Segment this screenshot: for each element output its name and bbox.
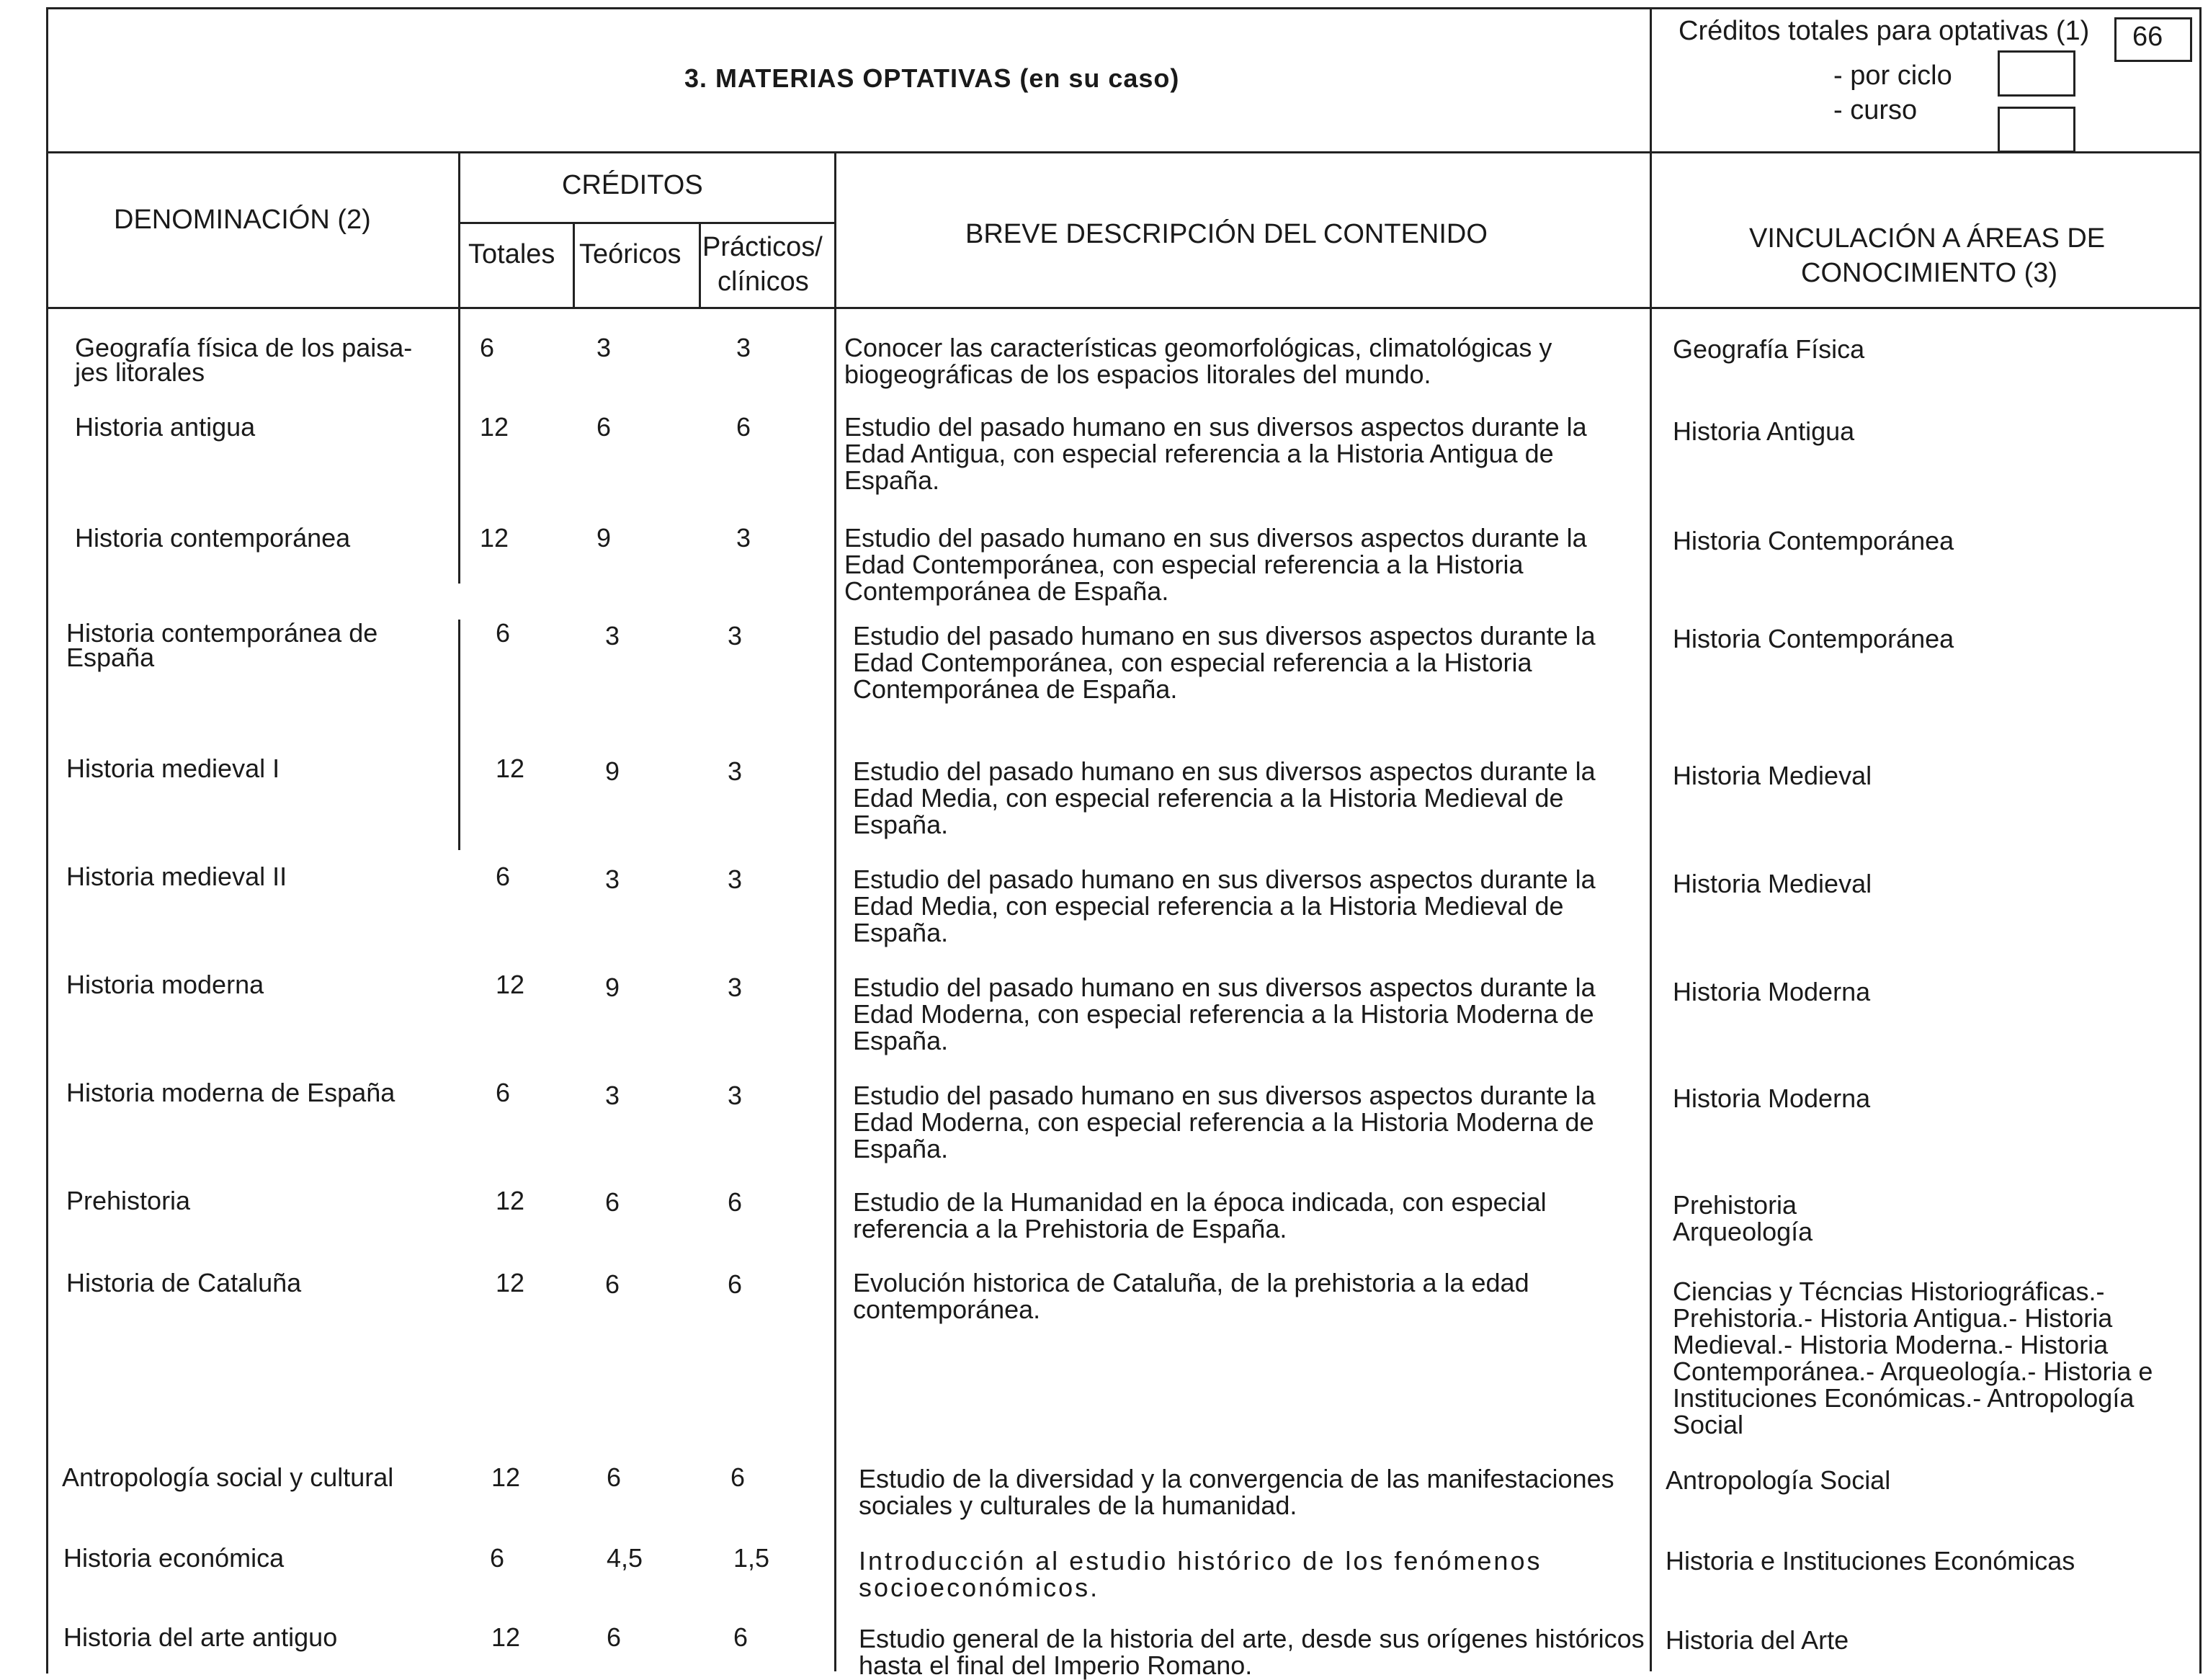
row-description: Evolución historica de Cataluña, de la prehistoria a la edad contemporánea.: [853, 1268, 1529, 1324]
row-totales: 6: [496, 1078, 511, 1107]
por-ciclo-box: [1998, 50, 2075, 97]
col-divider-creditos: [834, 151, 836, 1671]
row-teoricos: 6: [607, 1622, 622, 1652]
row-teoricos: 6: [605, 1269, 620, 1299]
row-name-line1: Geografía física de los paisa-: [75, 333, 413, 362]
row-description: Estudio del pasado humano en sus diversos aspectos durante la Edad Media, con especial referencia a la Historia Medieval de España.: [853, 864, 1596, 947]
row-area: Historia Medieval: [1673, 869, 1872, 898]
row-totales: 12: [480, 523, 509, 553]
row-area: Historia e Instituciones Económicas: [1666, 1546, 2075, 1576]
row-description: Estudio del pasado humano en sus diversos aspectos durante la Edad Antigua, con especial referencia a la Historia Antigua de España.: [844, 412, 1587, 495]
row-teoricos: 3: [596, 333, 612, 362]
row-name-line1: Prehistoria: [66, 1186, 191, 1215]
row-name-line1: Historia moderna: [66, 970, 264, 999]
row-area: Antropología Social: [1666, 1465, 1891, 1495]
row-teoricos: 6: [607, 1462, 622, 1492]
row-teoricos: 3: [605, 1081, 620, 1110]
row-practicos: 3: [728, 756, 743, 786]
row-description: Estudio del pasado humano en sus diversos aspectos durante la Edad Moderna, con especial referencia a la Historia Moderna de España.: [853, 1081, 1596, 1163]
header-divider-top: [46, 151, 2199, 153]
row-totales: 12: [496, 970, 525, 999]
header-denominacion: DENOMINACIÓN (2): [114, 205, 371, 235]
row-name-line1: Historia de Cataluña: [66, 1268, 302, 1297]
row-name-line2: jes litorales: [75, 357, 205, 387]
row-totales: 6: [496, 618, 511, 648]
row-teoricos: 3: [605, 864, 620, 894]
row-practicos: 6: [728, 1187, 743, 1217]
row-description: Estudio del pasado humano en sus diversos aspectos durante la Edad Contemporánea, con especial referencia a la Historia Contemporánea de España.: [853, 621, 1596, 704]
row-teoricos: 4,5: [607, 1543, 643, 1573]
row-name-line1: Historia contemporánea de: [66, 618, 378, 648]
row-totales: 12: [496, 754, 525, 783]
col-divider-teoricos: [699, 222, 701, 308]
por-ciclo-label: - por ciclo: [1833, 61, 1952, 91]
row-name-line1: Historia medieval I: [66, 754, 280, 783]
row-description: Estudio de la Humanidad en la época indicada, con especial referencia a la Prehistoria de España.: [853, 1187, 1547, 1243]
header-divider-bottom: [46, 307, 2199, 309]
row-practicos: 3: [728, 973, 743, 1002]
row-description: Estudio general de la historia del arte, desde sus orígenes históricos hasta el final del Imperio Romano.: [859, 1624, 1645, 1680]
row-name-line1: Antropología social y cultural: [62, 1462, 394, 1492]
row-name-line1: Historia económica: [63, 1543, 285, 1573]
row-area: Historia Antigua: [1673, 416, 1855, 446]
row-practicos: 6: [733, 1622, 748, 1652]
header-vinculacion-line1: VINCULACIÓN A ÁREAS DE: [1749, 223, 2106, 254]
row-totales: 6: [490, 1543, 505, 1573]
row-practicos: 3: [728, 621, 743, 651]
curso-label: - curso: [1833, 95, 1918, 125]
row-area: Historia Contemporánea: [1673, 624, 1954, 653]
col-divider-descripcion: [1650, 7, 1652, 1671]
row-totales: 6: [480, 333, 495, 362]
row-practicos: 6: [736, 412, 751, 442]
row-totales: 12: [496, 1268, 525, 1297]
row-name-line1: Historia del arte antiguo: [63, 1622, 338, 1652]
row-teoricos: 9: [605, 973, 620, 1002]
row-area: Historia Moderna: [1673, 1083, 1871, 1113]
row-area: Ciencias y Técncias Historiográficas.- Prehistoria.- Historia Antigua.- Historia Medieval.- Historia Moderna.- Historia Contemporánea.- Arqueología.- Historia e Instituciones Económicas.- Antropología Social: [1673, 1277, 2153, 1439]
row-totales: 6: [496, 862, 511, 891]
row-area: Prehistoria Arqueología: [1673, 1190, 1813, 1246]
row-practicos: 3: [736, 523, 751, 553]
row-area: Historia Contemporánea: [1673, 526, 1954, 555]
header-vinculacion-line2: CONOCIMIENTO (3): [1801, 258, 2058, 288]
row-area: Historia del Arte: [1666, 1625, 1849, 1655]
section-title: 3. MATERIAS OPTATIVAS (en su caso): [684, 63, 1180, 93]
creditos-subheader-line: [458, 222, 836, 224]
row-description: Estudio del pasado humano en sus diversos aspectos durante la Edad Contemporánea, con especial referencia a la Historia Contemporánea de España.: [844, 523, 1587, 606]
header-practicos-line2: clínicos: [718, 267, 809, 297]
row-totales: 12: [496, 1186, 525, 1215]
row-practicos: 6: [728, 1269, 743, 1299]
row-name-line1: Historia medieval II: [66, 862, 287, 891]
row-totales: 12: [491, 1622, 521, 1652]
row-teoricos: 3: [605, 621, 620, 651]
col-divider-totales: [573, 222, 575, 308]
header-teoricos: Teóricos: [579, 239, 681, 269]
row-totales: 12: [491, 1462, 521, 1492]
row-teoricos: 6: [596, 412, 612, 442]
col-divider-denominacion: [458, 151, 460, 584]
row-teoricos: 9: [605, 756, 620, 786]
row-description: Estudio del pasado humano en sus diversos aspectos durante la Edad Media, con especial referencia a la Historia Medieval de España.: [853, 756, 1596, 839]
row-totales: 12: [480, 412, 509, 442]
row-practicos: 3: [736, 333, 751, 362]
header-creditos: CRÉDITOS: [562, 170, 703, 200]
row-name-line1: Historia contemporánea: [75, 523, 351, 553]
row-practicos: 3: [728, 864, 743, 894]
row-description: Estudio de la diversidad y la convergencia de las manifestaciones sociales y culturales de la humanidad.: [859, 1464, 1614, 1520]
col-divider-denominacion-lower: [458, 620, 460, 850]
row-name-line1: Historia antigua: [75, 412, 256, 442]
curso-box: [1998, 107, 2075, 153]
row-practicos: 6: [730, 1462, 746, 1492]
row-description: Introducción al estudio histórico de los fenómenos socioeconómicos.: [859, 1546, 1542, 1602]
row-name-line1: Historia moderna de España: [66, 1078, 395, 1107]
row-name-line2: España: [66, 643, 155, 672]
header-descripcion: BREVE DESCRIPCIÓN DEL CONTENIDO: [965, 219, 1488, 249]
header-practicos-line1: Prácticos/: [702, 232, 823, 262]
row-teoricos: 6: [605, 1187, 620, 1217]
row-area: Geografía Física: [1673, 334, 1865, 364]
row-teoricos: 9: [596, 523, 612, 553]
row-description: Estudio del pasado humano en sus diversos aspectos durante la Edad Moderna, con especial referencia a la Historia Moderna de España.: [853, 973, 1596, 1055]
row-practicos: 3: [728, 1081, 743, 1110]
row-practicos: 1,5: [733, 1543, 770, 1573]
total-credits-value: 66: [2132, 22, 2163, 52]
total-credits-label: Créditos totales para optativas (1): [1679, 16, 2090, 46]
header-totales: Totales: [468, 239, 555, 269]
row-area: Historia Moderna: [1673, 977, 1871, 1006]
row-area: Historia Medieval: [1673, 761, 1872, 790]
row-description: Conocer las características geomorfológicas, climatológicas y biogeográficas de los espacios litorales del mundo.: [844, 333, 1552, 389]
